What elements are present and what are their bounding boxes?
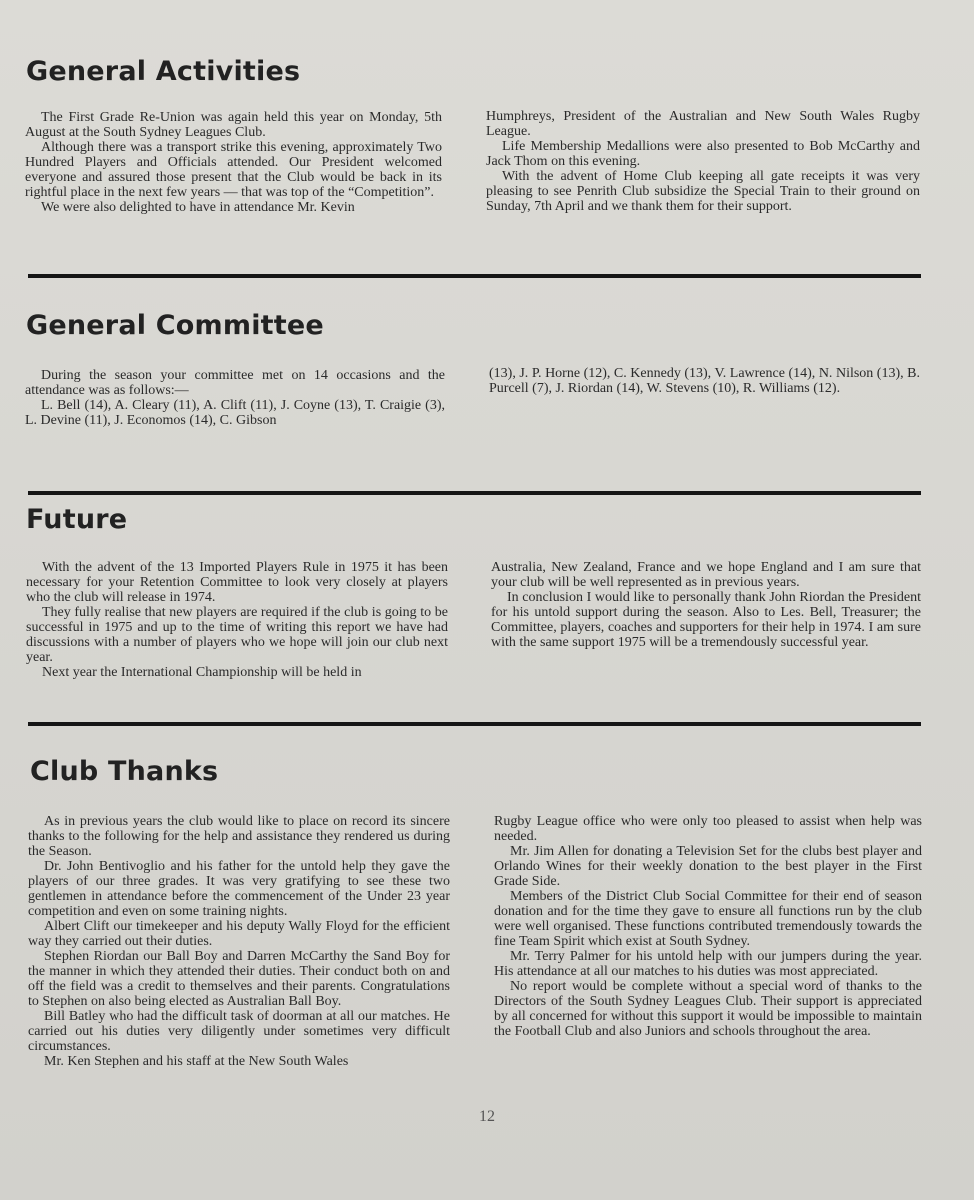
paragraph: No report would be complete without a special word of thanks to the Directors of the South Sydney Leagues Club. Their support is appreciated by all concerned for without this support it would be impossible to maintain the Football Club and also Juniors and schools throughout the area. [494, 979, 922, 1039]
paragraph: The First Grade Re-Union was again held this year on Monday, 5th August at the South Sydney Leagues Club. [25, 110, 442, 140]
paragraph: They fully realise that new players are required if the club is going to be successful in 1975 and up to the time of writing this report we have had discussions with a number of players who we hope will join our club next year. [26, 605, 448, 665]
paragraph: Australia, New Zealand, France and we hope England and I am sure that your club will be well represented as in previous years. [491, 560, 921, 590]
paragraph: In conclusion I would like to personally thank John Riordan the President for his untold support during the season. Also to Les. Bell, Treasurer; the Committee, players, coaches and supporters for their help in 1974. I am sure with the same support 1975 will be a tremendously successful year. [491, 590, 921, 650]
paragraph: With the advent of the 13 Imported Players Rule in 1975 it has been necessary for your Retention Committee to look very closely at players who the club will release in 1974. [26, 560, 448, 605]
section-divider [28, 274, 921, 278]
paragraph: As in previous years the club would like to place on record its sincere thanks to the following for the help and assistance they rendered us during the Season. [28, 814, 450, 859]
paragraph: Dr. John Bentivoglio and his father for the untold help they gave the players of our three grades. It was very gratifying to see these two gentlemen in attendance before the commencement of the Under 23 year competition and even on some training nights. [28, 859, 450, 919]
paragraph: Stephen Riordan our Ball Boy and Darren McCarthy the Sand Boy for the manner in which they attended their duties. Their conduct both on and off the field was a credit to themselves and their parents. Congratulations to Stephen on also being elected as Australian Ball Boy. [28, 949, 450, 1009]
general-activities-left-column [25, 110, 442, 215]
club-thanks-right-column [494, 814, 922, 1039]
future-left-column [26, 560, 448, 680]
paragraph: Mr. Terry Palmer for his untold help with our jumpers during the year. His attendance at all our matches to his duties was most appreciated. [494, 949, 922, 979]
future-right-column [491, 560, 921, 650]
section-title-future: Future [26, 504, 128, 535]
paragraph: (13), J. P. Horne (12), C. Kennedy (13), V. Lawrence (14), N. Nilson (13), B. Purcell (7), J. Riordan (14), W. Stevens (10), R. Williams (12). [489, 366, 920, 396]
section-title-club-thanks: Club Thanks [30, 756, 219, 787]
paragraph: Humphreys, President of the Australian and New South Wales Rugby League. [486, 109, 920, 139]
paragraph: Members of the District Club Social Committee for their end of season donation and for the time they gave to ensure all functions run by the club were well organised. These functions contributed tremendously towards the fine Team Spirit which exist at South Sydney. [494, 889, 922, 949]
club-thanks-left-column [28, 814, 450, 1069]
paragraph: L. Bell (14), A. Cleary (11), A. Clift (11), J. Coyne (13), T. Craigie (3), L. Devine (11), J. Economos (14), C. Gibson [25, 398, 445, 428]
paragraph: Next year the International Championship will be held in [42, 665, 362, 680]
paragraph: Although there was a transport strike this evening, approximately Two Hundred Players and Officials attended. Our President welcomed everyone and assured those present that the Club would be back in its rightful place in the next few years — that was top of the “Competition”. [25, 140, 442, 200]
paragraph: Albert Clift our timekeeper and his deputy Wally Floyd for the efficient way they carried out their duties. [28, 919, 450, 949]
page-number: 12 [479, 1108, 495, 1125]
paragraph: Mr. Jim Allen for donating a Television Set for the clubs best player and Orlando Wines for their weekly donation to the best player in the First Grade Side. [494, 844, 922, 889]
paragraph: Life Membership Medallions were also presented to Bob McCarthy and Jack Thom on this evening. [486, 139, 920, 169]
paragraph: With the advent of Home Club keeping all gate receipts it was very pleasing to see Penrith Club subsidize the Special Train to their ground on Sunday, 7th April and we thank them for their support. [486, 169, 920, 214]
paragraph: Mr. Ken Stephen and his staff at the New South Wales [44, 1054, 349, 1069]
section-divider [28, 722, 921, 726]
section-title-general-activities: General Activities [26, 56, 301, 87]
paragraph: We were also delighted to have in attendance Mr. Kevin [41, 200, 355, 215]
paragraph: Rugby League office who were only too pleased to assist when help was needed. [494, 814, 922, 844]
general-activities-right-column [486, 109, 920, 214]
paragraph: During the season your committee met on 14 occasions and the attendance was as follows:— [25, 368, 445, 398]
general-committee-right-column [489, 366, 920, 396]
paragraph: Bill Batley who had the difficult task of doorman at all our matches. He carried out his duties very diligently under sometimes very difficult circumstances. [28, 1009, 450, 1054]
section-divider [28, 491, 921, 495]
section-title-general-committee: General Committee [26, 310, 324, 341]
general-committee-left-column [25, 368, 445, 428]
